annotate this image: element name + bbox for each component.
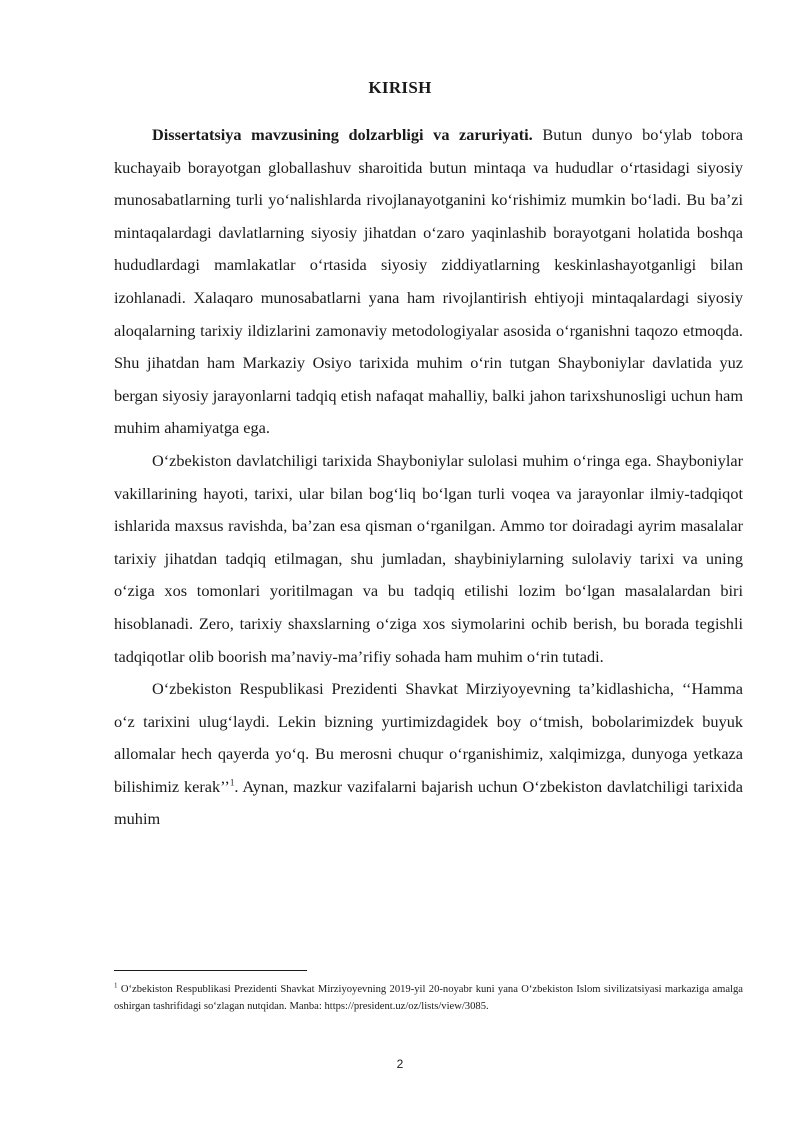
paragraph-relevance (114, 119, 743, 445)
paragraph-president-quote (114, 673, 743, 836)
paragraph-shaybanids (114, 445, 743, 673)
footnote (114, 981, 743, 1015)
footnote-text: O‘zbekiston Respublikasi Prezidenti Shavkat Mirziyoyevning 2019-yil 20-noyabr kuni yana O‘zbekiston Islom sivilizatsiyasi markaziga amalga oshirgan tashrifidagi so‘zlagan nutqidan. Manba: https://president.uz/oz/lists/view/3085. (114, 984, 743, 1012)
footnote-separator (114, 970, 307, 971)
paragraph-text: . Aynan, mazkur vazifalarni bajarish uchun O‘zbekiston davlatchiligi tarixida muhim (114, 776, 743, 829)
paragraph-text: O‘zbekiston Respublikasi Prezidenti Shavkat Mirziyoyevning ta’kidlashicha, ‘‘Hamma o‘z tarixini ulug‘laydi. Lekin bizning yurtimizdagidek boy o‘tmish, bobolarimizdek buyuk allomalar hech qayerda yo‘q. Bu merosni chuqur o‘rganishimiz, xalqimizga, dunyoga yetkaza bilishimiz kerak’’ (114, 679, 743, 796)
footnote-marker: 1 (114, 981, 118, 990)
paragraph-lead-heading: Dissertatsiya mavzusining dolzarbligi va zaruriyati. (152, 125, 533, 144)
body-text (114, 119, 743, 836)
paragraph-text: O‘zbekiston davlatchiligi tarixida Shayboniylar sulolasi muhim o‘ringa ega. Shayboniylar vakillarining hayoti, tarixi, ular bilan bog‘liq bo‘lgan turli voqea va jarayonlar ilmiy-tadqiqot ishlarida maxsus ravishda, ba’zan esa qisman o‘rganilgan. Ammo tor doiradagi ayrim masalalar tarixiy jihatdan tadqiq etilmagan, shu jumladan, shaybiniylarning sulolaviy tarixi va uning o‘ziga xos tomonlari yoritilmagan va bu tadqiq etilishi lozim bo‘lgan masalalardan biri hisoblanadi. Zero, tarixiy shaxslarning o‘ziga xos siymolarini ochib berish, bu borada tegishli tadqiqotlar olib boorish ma’naviy-ma’rifiy sohada ham muhim o‘rin tutadi. (114, 450, 743, 666)
paragraph-text: Butun dunyo bo‘ylab tobora kuchayaib borayotgan globallashuv sharoitida butun mintaqa va hududlar o‘rtasidagi siyosiy munosabatlarning turli yo‘nalishlarda rivojlanayotganini ko‘rishimiz mumkin bo‘ladi. Bu ba’zi mintaqalardagi davlatlarning siyosiy jihatdan o‘zaro yaqinlashib borayotgani holatida boshqa hududlardagi mamlakatlar o‘rtasida siyosiy ziddiyatlarning keskinlashayotganligi bilan izohlanadi. Xalaqaro munosabatlarni yana ham rivojlantirish ehtiyoji mintaqalardagi siyosiy aloqalarning tarixiy ildizlarini zamonaviy metodologiyalar asosida o‘rganishni taqozo etmoqda. Shu jihatdan ham Markaziy Osiyo tarixida muhim o‘rin tutgan Shayboniylar davlatida yuz bergan siyosiy jarayonlarni tadqiq etish nafaqat mahalliy, balki jahon tarixshunosligi uchun ham muhim ahamiyatga ega. (114, 125, 743, 438)
section-title: KIRISH (368, 78, 432, 97)
footnote-reference[interactable]: 1 (229, 777, 235, 788)
page-number: 2 (396, 1057, 404, 1071)
